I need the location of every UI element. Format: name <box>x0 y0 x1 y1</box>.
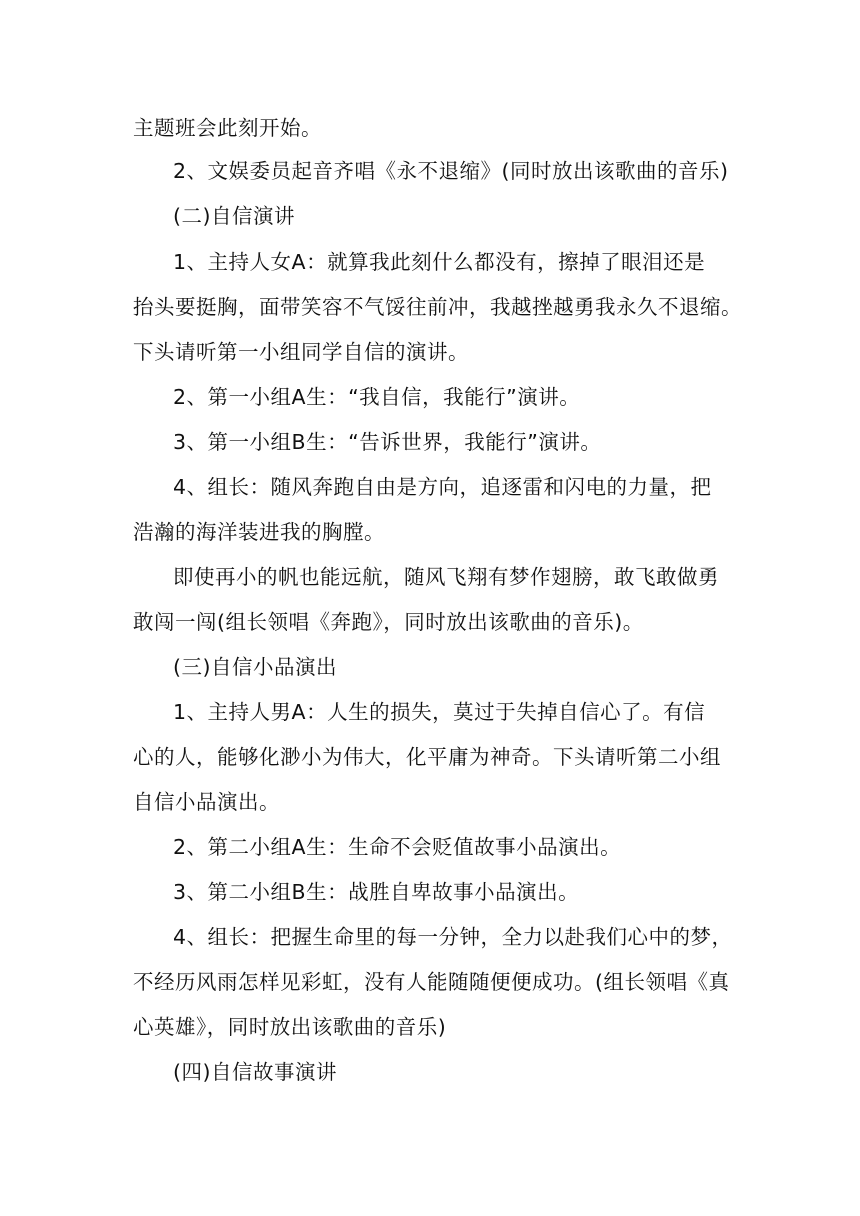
text-line: 2、第二小组A生：生命不会贬值故事小品演出。 <box>173 835 622 859</box>
text-line: 2、第一小组A生：“我自信，我能行”演讲。 <box>173 385 581 409</box>
section-heading: (四)自信故事演讲 <box>173 1060 337 1084</box>
text-line: 心英雄》，同时放出该歌曲的音乐) <box>133 1015 447 1039</box>
text-line: 不经历风雨怎样见彩虹，没有人能随随便便成功。(组长领唱《真 <box>133 970 730 994</box>
text-line: 自信小品演出。 <box>133 790 280 814</box>
text-line: 心的人，能够化渺小为伟大，化平庸为神奇。下头请听第二小组 <box>133 745 721 769</box>
section-heading: (三)自信小品演出 <box>173 655 337 679</box>
section-heading: (二)自信演讲 <box>173 204 295 228</box>
text-line: 4、组长：把握生命里的每一分钟，全力以赴我们心中的梦， <box>173 925 733 949</box>
text-line: 下头请听第一小组同学自信的演讲。 <box>133 340 469 364</box>
text-line: 抬头要挺胸，面带笑容不气馁往前冲，我越挫越勇我永久不退缩。 <box>133 295 742 319</box>
text-line: 浩瀚的海洋装进我的胸膛。 <box>133 520 385 544</box>
text-line: 1、主持人男A：人生的损失，莫过于失掉自信心了。有信 <box>173 700 706 724</box>
text-line: 敢闯一闯(组长领唱《奔跑》，同时放出该歌曲的音乐)。 <box>133 610 644 634</box>
text-line: 3、第二小组B生：战胜自卑故事小品演出。 <box>173 880 580 904</box>
text-line: 3、第一小组B生：“告诉世界，我能行”演讲。 <box>173 430 602 454</box>
text-line: 4、组长：随风奔跑自由是方向，追逐雷和闪电的力量，把 <box>173 475 712 499</box>
text-line: 2、文娱委员起音齐唱《永不退缩》(同时放出该歌曲的音乐) <box>173 159 729 183</box>
text-line: 即使再小的帆也能远航，随风飞翔有梦作翅膀，敢飞敢做勇 <box>173 565 719 589</box>
text-line: 主题班会此刻开始。 <box>133 116 322 140</box>
text-line: 1、主持人女A：就算我此刻什么都没有，擦掉了眼泪还是 <box>173 250 706 274</box>
